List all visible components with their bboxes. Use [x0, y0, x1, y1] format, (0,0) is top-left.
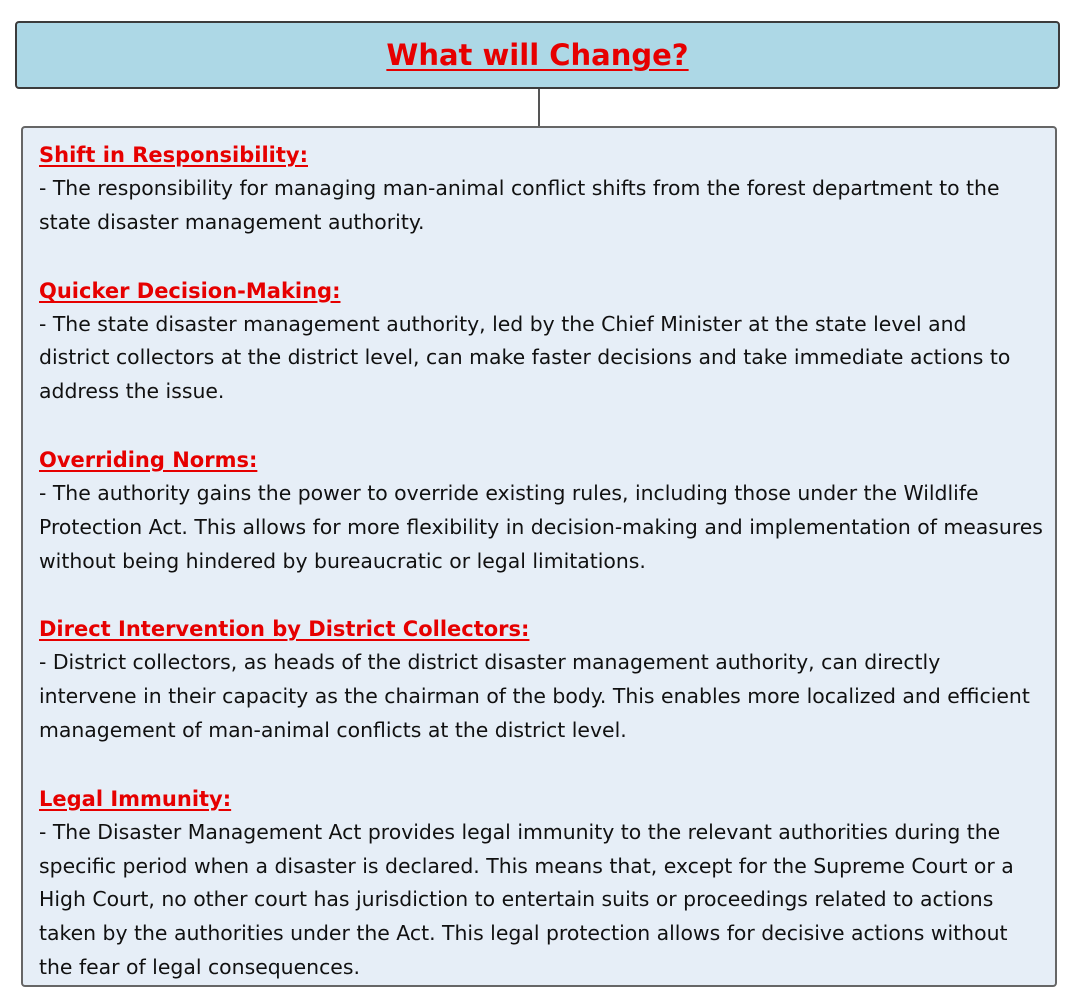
diagram-title: What will Change?	[386, 38, 689, 72]
section-legal-immunity	[39, 782, 1043, 985]
section-heading: Direct Intervention by District Collectors:	[39, 617, 530, 642]
connector-line	[538, 89, 540, 126]
section-body: - The responsibility for managing man-animal conflict shifts from the forest department to the state disaster management authority.	[39, 176, 1000, 234]
section-overriding-norms	[39, 443, 1043, 578]
section-heading: Quicker Decision-Making:	[39, 278, 341, 303]
section-body: - The authority gains the power to override existing rules, including those under the Wildlife Protection Act. This allows for more flexibility in decision-making and implementation of measures without being hindered by bureaucratic or legal limitations.	[39, 480, 1043, 573]
title-box	[15, 21, 1060, 89]
section-body: - The state disaster management authority, led by the Chief Minister at the state level and district collectors at the district level, can make faster decisions and take immediate actions to address the issue.	[39, 311, 1011, 404]
section-heading: Legal Immunity:	[39, 786, 232, 811]
section-direct-intervention	[39, 612, 1043, 747]
section-body: - The Disaster Management Act provides legal immunity to the relevant authorities during the specific period when a disaster is declared. This means that, except for the Supreme Court or a High Court, no other court has jurisdiction to entertain suits or proceedings related to actions taken by the authorities under the Act. This legal protection allows for decisive actions without the fear of legal consequences.	[39, 819, 1014, 979]
content-box	[21, 126, 1057, 987]
section-body: - District collectors, as heads of the district disaster management authority, can directly intervene in their capacity as the chairman of the body. This enables more localized and efficient management of man-animal conflicts at the district level.	[39, 650, 1030, 742]
section-heading: Overriding Norms:	[39, 447, 258, 472]
section-heading: Shift in Responsibility:	[39, 143, 308, 167]
section-shift-in-responsibility	[39, 138, 1043, 240]
section-quicker-decision-making	[39, 274, 1043, 409]
